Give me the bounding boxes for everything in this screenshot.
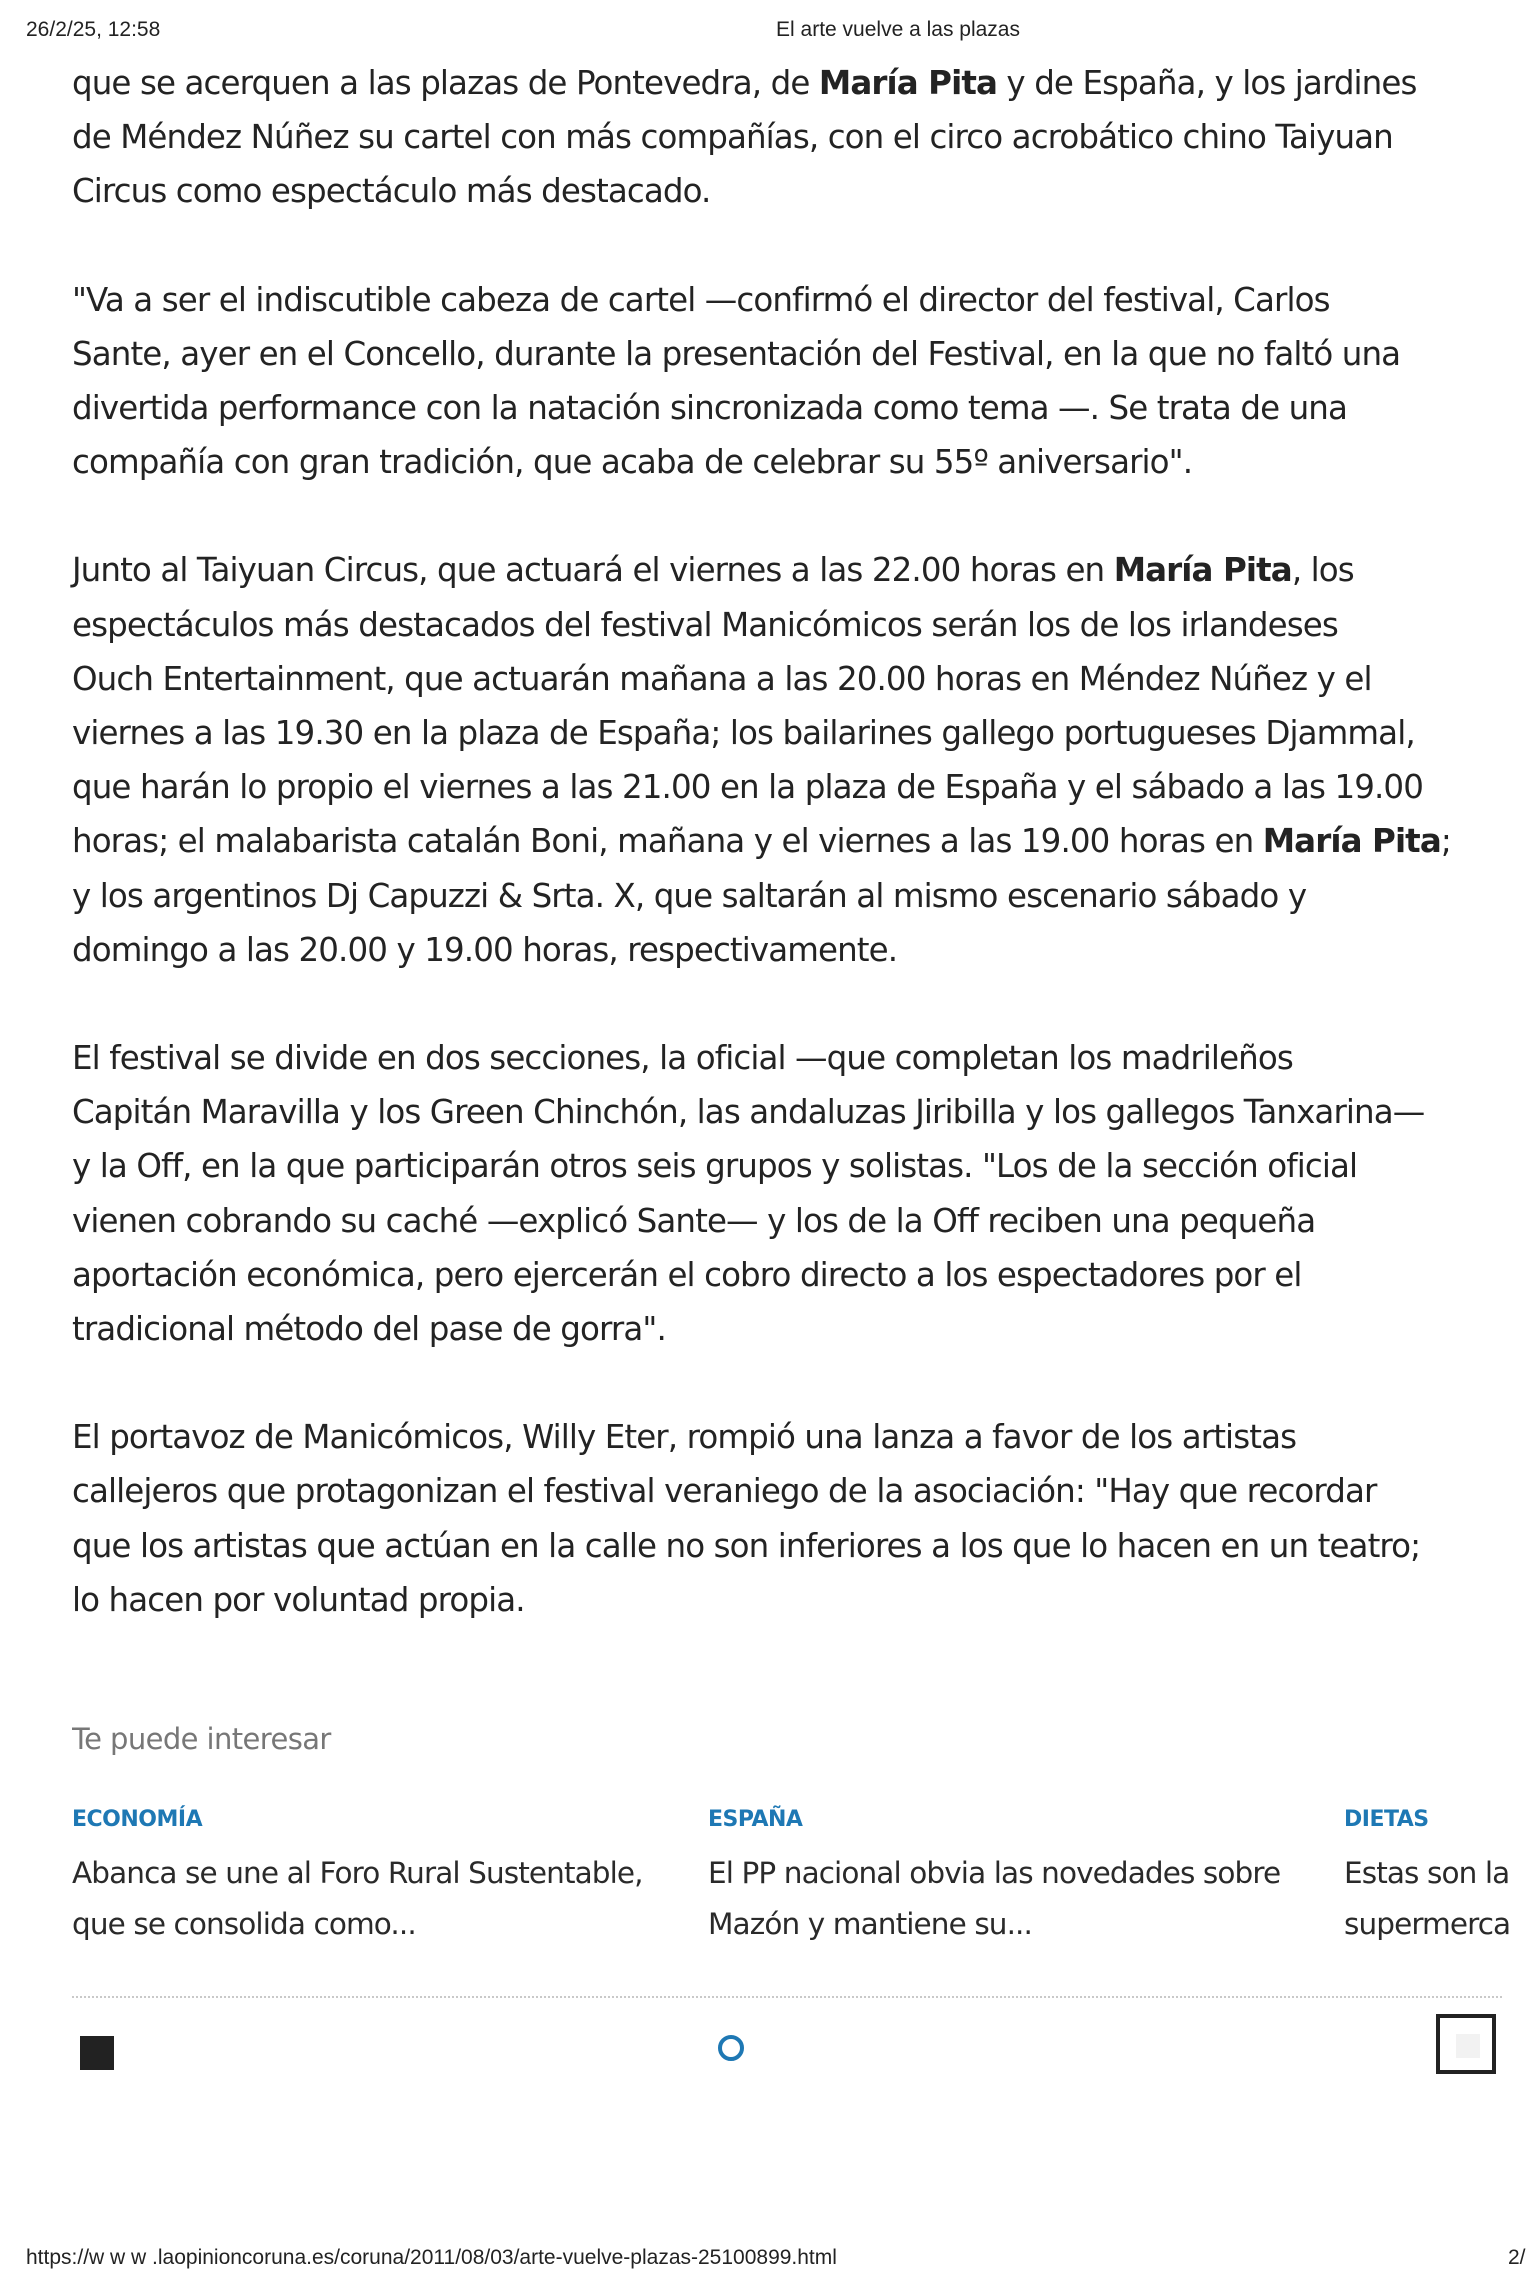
related-articles [72,1722,1535,2022]
article-paragraph-3 [72,543,1512,977]
text-line: callejeros que protagonizan el festival veraniego de la asociación: "Hay que recordar [72,1472,1377,1511]
text-line: domingo a las 20.00 y 19.00 horas, respectivamente. [72,930,898,969]
text-line: "Va a ser el indiscutible cabeza de cartel —confirmó el director del festival, Carlos [72,280,1330,319]
related-heading: Te puede interesar [72,1722,331,1756]
text-line: Sante, ayer en el Concello, durante la presentación del Festival, en la que no faltó una [72,334,1401,373]
square-outline-icon[interactable] [1436,2014,1496,2074]
text-line [72,56,1512,110]
text-line: de Méndez Núñez su cartel con más compañías, con el circo acrobático chino Taiyuan [72,118,1393,157]
card-category[interactable]: DIETAS [1344,1807,1429,1832]
headline-line[interactable]: que se consolida como... [72,1907,416,1941]
card-category[interactable]: ESPAÑA [708,1807,803,1832]
text-line: El portavoz de Manicómicos, Willy Eter, rompió una lanza a favor de los artistas [72,1418,1297,1457]
text-line: que harán lo propio el viernes a las 21.00 en la plaza de España y el sábado a las 19.00 [72,768,1423,807]
text-run: y de España, y los jardines [997,64,1417,102]
text-line: divertida performance con la natación sincronizada como tema —. Se trata de una [72,389,1348,428]
headline-line[interactable]: supermerca [1344,1907,1511,1941]
text-run: ; [1440,822,1451,861]
text-line: espectáculos más destacados del festival Manicómicos serán los de los irlandeses [72,605,1338,644]
bold-place-name: María Pita [1262,822,1441,861]
text-line: tradicional método del pase de gorra". [72,1310,666,1349]
headline-line[interactable]: El PP nacional obvia las novedades sobre [708,1856,1281,1890]
print-header [0,18,1535,48]
article-body [72,56,1512,1681]
text-run: horas; el malabarista catalán Boni, mañana y el viernes a las 19.00 horas en [72,822,1263,861]
card-headline[interactable] [1344,1848,1535,1950]
headline-line[interactable]: Estas son la [1344,1856,1510,1890]
text-line: vienen cobrando su caché —explicó Sante— y los de la Off reciben una pequeña [72,1201,1316,1240]
text-line: y la Off, en la que participarán otros seis grupos y solistas. "Los de la sección oficial [72,1147,1358,1186]
card-headline[interactable] [72,1848,692,1950]
headline-line[interactable]: Mazón y mantiene su... [708,1907,1033,1941]
card-headline[interactable] [708,1848,1328,1950]
text-line: Ouch Entertainment, que actuarán mañana a las 20.00 horas en Méndez Núñez y el [72,659,1372,698]
square-filled-icon[interactable] [80,2036,114,2070]
headline-line[interactable]: Abanca se une al Foro Rural Sustentable, [72,1856,643,1890]
bold-place-name: María Pita [1113,551,1292,590]
text-line: aportación económica, pero ejercerán el cobro directo a los espectadores por el [72,1255,1302,1294]
text-line: viernes a las 19.30 en la plaza de España; los bailarines gallego portugueses Djammal, [72,714,1415,753]
text-line: lo hacen por voluntad propia. [72,1580,525,1619]
print-page-title: El arte vuelve a las plazas [776,18,1020,41]
text-line [72,543,1512,597]
article-paragraph-5 [72,1410,1512,1627]
article-paragraph-4 [72,1031,1512,1356]
article-paragraph-1 [72,56,1512,219]
text-run: , los [1291,551,1354,590]
text-run: que se acerquen a las plazas de Pontevedra, de [72,64,819,102]
text-line [72,814,1512,868]
text-line: El festival se divide en dos secciones, la oficial —que completan los madrileños [72,1039,1293,1078]
text-line: Capitán Maravilla y los Green Chinchón, las andaluzas Jiribilla y los gallegos Tanxarina— [72,1093,1425,1132]
text-line: que los artistas que actúan en la calle no son inferiores a los que lo hacen en un teatro; [72,1526,1421,1565]
square-inner-fill [1456,2034,1480,2058]
circle-outline-icon[interactable] [718,2035,744,2061]
card-category[interactable]: ECONOMÍA [72,1807,203,1832]
dotted-divider [72,1996,1502,1998]
related-card[interactable] [72,1806,692,1950]
related-card[interactable] [708,1806,1328,1950]
text-line: compañía con gran tradición, que acaba de celebrar su 55º aniversario". [72,443,1193,482]
article-paragraph-2 [72,273,1512,490]
page-url: https://w w w .laopinioncoruna.es/coruna/2011/08/03/arte-vuelve-plazas-25100899.html [26,2246,837,2269]
print-datetime: 26/2/25, 12:58 [26,18,161,41]
page-number: 2/ [1508,2246,1526,2269]
text-line: y los argentinos Dj Capuzzi & Srta. X, que saltarán al mismo escenario sábado y [72,876,1307,915]
text-line: Circus como espectáculo más destacado. [72,172,711,211]
bold-place-name: María Pita [818,64,997,102]
related-card[interactable] [1344,1806,1535,1950]
text-run: Junto al Taiyuan Circus, que actuará el viernes a las 22.00 horas en [72,551,1114,590]
